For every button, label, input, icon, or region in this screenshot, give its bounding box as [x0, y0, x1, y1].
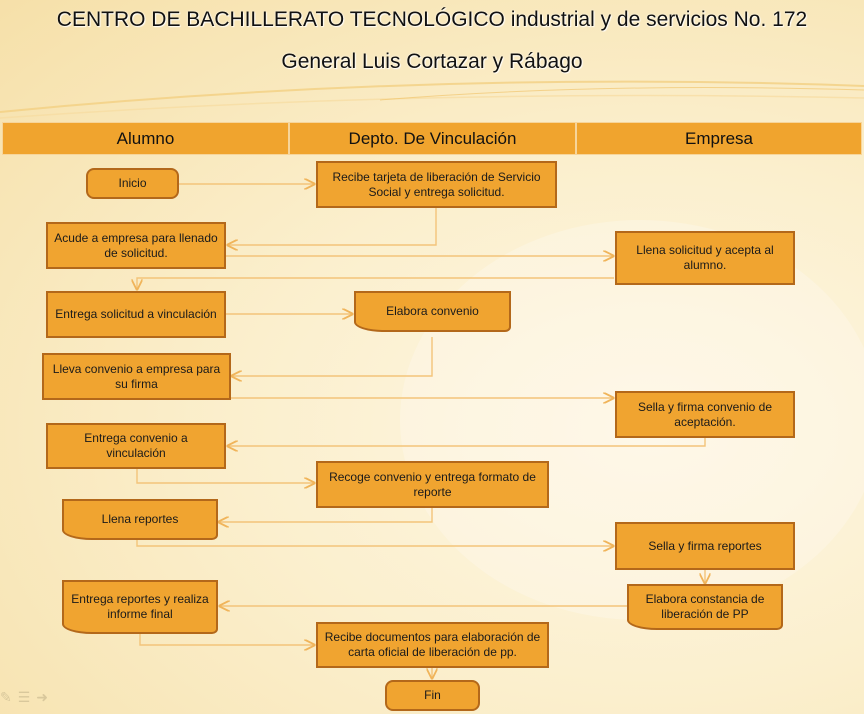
arrow-right-icon[interactable]: ➜: [36, 688, 49, 705]
node-recibe-tarjeta: Recibe tarjeta de liberación de Servicio Social y entrega solicitud.: [316, 161, 557, 208]
node-lleva-convenio: Lleva convenio a empresa para su firma: [42, 353, 231, 400]
node-recibe-documentos: Recibe documentos para elaboración de carta oficial de liberación de pp.: [316, 622, 549, 668]
node-acude-empresa: Acude a empresa para llenado de solicitud.: [46, 222, 226, 269]
node-sella-convenio: Sella y firma convenio de aceptación.: [615, 391, 795, 438]
node-entrega-solicitud: Entrega solicitud a vinculación: [46, 291, 226, 338]
node-elabora-constancia: Elabora constancia de liberación de PP: [627, 584, 783, 630]
node-llena-solicitud: Llena solicitud y acepta al alumno.: [615, 231, 795, 285]
connector-entrega-recoge: [137, 468, 314, 483]
node-entrega-convenio: Entrega convenio a vinculación: [46, 423, 226, 469]
pen-icon[interactable]: ✎: [0, 688, 12, 705]
node-sella-reportes: Sella y firma reportes: [615, 522, 795, 570]
page-title: CENTRO DE BACHILLERATO TECNOLÓGICO industrial y de servicios No. 172: [56, 8, 808, 31]
node-fin: Fin: [385, 680, 480, 711]
menu-icon[interactable]: ☰: [17, 688, 31, 705]
node-llena-reportes: Llena reportes: [62, 499, 218, 540]
connector-recibe-acude: [228, 208, 436, 245]
connector-sella-entrega-convenio: [228, 438, 705, 446]
node-inicio: Inicio: [86, 168, 179, 199]
connector-elabora-lleva: [232, 337, 432, 376]
node-recoge-convenio: Recoge convenio y entrega formato de reporte: [316, 461, 549, 508]
node-entrega-reportes: Entrega reportes y realiza informe final: [62, 580, 218, 634]
connector-llena-entrega: [137, 278, 614, 289]
slide-controls: [0, 686, 48, 708]
column-header-vinculacion: Depto. De Vinculación: [289, 122, 576, 155]
connector-recoge-llena-reportes: [219, 508, 432, 522]
connector-entrega-recibe-documentos: [140, 634, 314, 645]
column-header-empresa: Empresa: [576, 122, 862, 155]
column-header-alumno: Alumno: [2, 122, 289, 155]
node-elabora-convenio: Elabora convenio: [354, 291, 511, 332]
page-subtitle: General Luis Cortazar y Rábago: [281, 50, 583, 73]
